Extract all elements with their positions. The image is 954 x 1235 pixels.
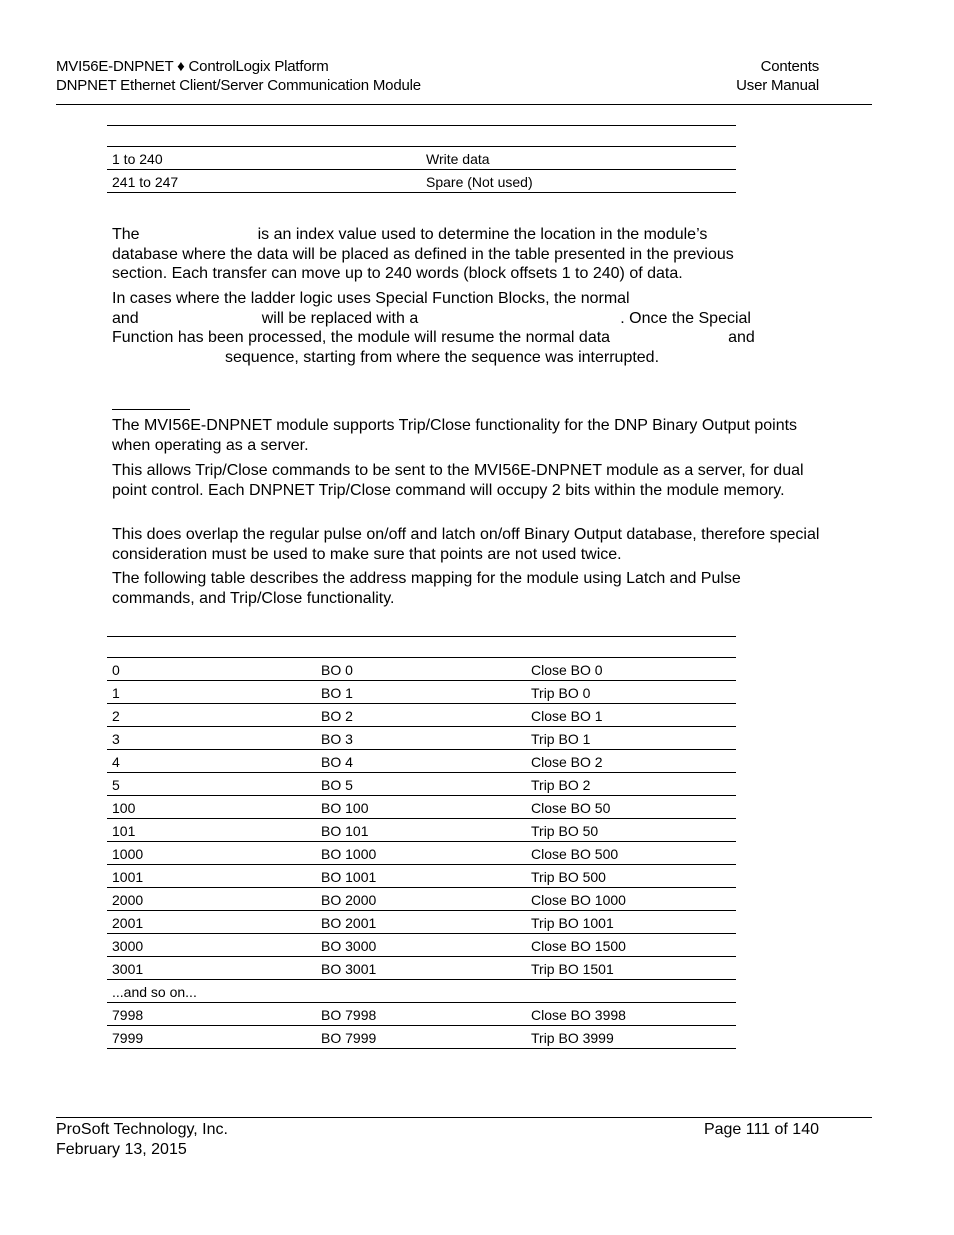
table-row: 1000 BO 1000 Close BO 500: [107, 842, 736, 865]
trip-close-mapping-table: [107, 636, 736, 1049]
header-divider: [56, 104, 872, 105]
table-row: 100 BO 100 Close BO 50: [107, 796, 736, 819]
table-row: 2000 BO 2000 Close BO 1000: [107, 888, 736, 911]
table-row: 3001 BO 3001 Trip BO 1501: [107, 957, 736, 980]
paragraph-overlap-note: This does overlap the regular pulse on/off and latch on/off Binary Output database, therefore special consideration must be used to make sure that points are not used twice.: [112, 526, 820, 563]
table-row: 7999 BO 7999 Trip BO 3999: [107, 1026, 736, 1049]
header-section: Contents: [760, 58, 819, 75]
table-header-row: [107, 637, 736, 658]
table-row: 101 BO 101 Trip BO 50: [107, 819, 736, 842]
table-row: 1 BO 1 Trip BO 0: [107, 681, 736, 704]
paragraph-table-intro: The following table describes the address mapping for the module using Latch and Pulse commands, and Trip/Close functionality.: [112, 570, 741, 607]
header-right: [736, 57, 819, 95]
header-module-title: DNPNET Ethernet Client/Server Communication Module: [56, 77, 421, 94]
table-header-row: [107, 126, 736, 147]
table-row: 5 BO 5 Trip BO 2: [107, 773, 736, 796]
table-row: 241 to 247 Spare (Not used): [107, 170, 736, 193]
table-row: 7998 BO 7998 Close BO 3998: [107, 1003, 736, 1026]
table-row: 2 BO 2 Close BO 1: [107, 704, 736, 727]
footer-page-number: Page 111 of 140: [703, 1121, 819, 1138]
table-row: 1 to 240 Write data: [107, 147, 736, 170]
header-left: [56, 57, 421, 95]
table-row: 3000 BO 3000 Close BO 1500: [107, 934, 736, 957]
table-row: 2001 BO 2001 Trip BO 1001: [107, 911, 736, 934]
header-product-title: MVI56E-DNPNET ♦ ControlLogix Platform: [56, 58, 329, 75]
header-doc-type: User Manual: [736, 77, 819, 94]
footer-divider: [56, 1117, 872, 1118]
table-row: 3 BO 3 Trip BO 1: [107, 727, 736, 750]
paragraph-trip-close-intro: The MVI56E-DNPNET module supports Trip/Close functionality for the DNP Binary Output points when operating as a server.: [112, 417, 798, 454]
table-row: ...and so on...: [107, 980, 736, 1003]
footer-date: February 13, 2015: [56, 1141, 187, 1158]
paragraph-trip-close-commands: This allows Trip/Close commands to be sent to the MVI56E-DNPNET module as a server, for dual point control. Each DNPNET Trip/Close command will occupy 2 bits within the module memory.: [112, 462, 804, 499]
paragraph-special-function: In cases where the ladder logic uses Special Function Blocks, the normal and will be replaced with a . Once the Special Function has been processed, the module will resume the normal data and sequence, starting from where the sequence was interrupted.: [112, 290, 755, 366]
table-row: 4 BO 4 Close BO 2: [107, 750, 736, 773]
table-row: 0 BO 0 Close BO 0: [107, 658, 736, 681]
paragraph-block-offset: The is an index value used to determine the location in the module’s database where the data will be placed as defined in the table presented in the previous section. Each transfer can move up to 240 words (block offsets 1 to 240) of data.: [112, 226, 734, 282]
footer-company: ProSoft Technology, Inc.: [56, 1121, 228, 1138]
block-offset-table: [107, 125, 736, 193]
table-row: 1001 BO 1001 Trip BO 500: [107, 865, 736, 888]
footer-left: [56, 1120, 228, 1160]
section-heading-underline: [112, 409, 190, 410]
